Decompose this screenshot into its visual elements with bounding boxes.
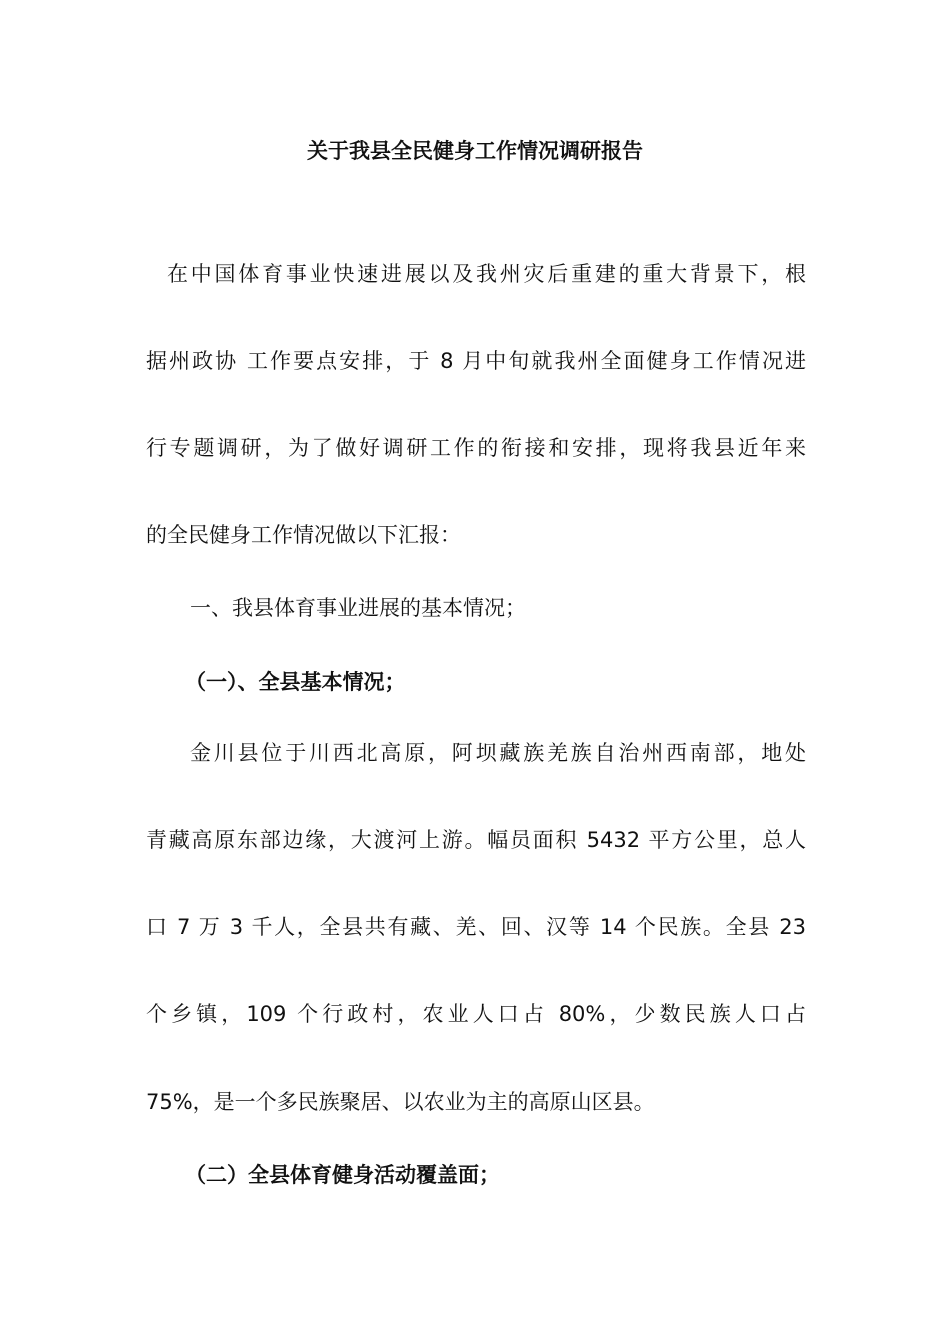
section-1-heading: 一、我县体育事业进展的基本情况； xyxy=(190,596,526,620)
subsection-1-line-1: 金川县位于川西北高原，阿坝藏族羌族自治州西南部，地处 xyxy=(190,741,806,765)
subsection-1-line-4: 个乡镇，109 个行政村，农业人口占 80%，少数民族人口占 xyxy=(146,1002,806,1026)
subsection-1-line-3: 口 7 万 3 千人，全县共有藏、羌、回、汉等 14 个民族。全县 23 xyxy=(146,915,806,939)
intro-line-2: 据州政协 工作要点安排，于 8 月中旬就我州全面健身工作情况进 xyxy=(146,349,806,373)
intro-line-1: 在中国体育事业快速进展以及我州灾后重建的重大背景下，根 xyxy=(167,262,806,286)
subsection-1-line-5: 75%，是一个多民族聚居、以农业为主的高原山区县。 xyxy=(146,1090,655,1114)
subsection-1-heading: （一）、全县基本情况； xyxy=(185,670,406,694)
document-title: 关于我县全民健身工作情况调研报告 xyxy=(307,139,643,163)
intro-line-4: 的全民健身工作情况做以下汇报： xyxy=(146,523,461,547)
subsection-1-line-2: 青藏高原东部边缘，大渡河上游。幅员面积 5432 平方公里，总人 xyxy=(146,828,806,852)
intro-line-3: 行专题调研，为了做好调研工作的衔接和安排，现将我县近年来 xyxy=(146,436,806,460)
subsection-2-heading: （二）全县体育健身活动覆盖面； xyxy=(185,1163,500,1187)
